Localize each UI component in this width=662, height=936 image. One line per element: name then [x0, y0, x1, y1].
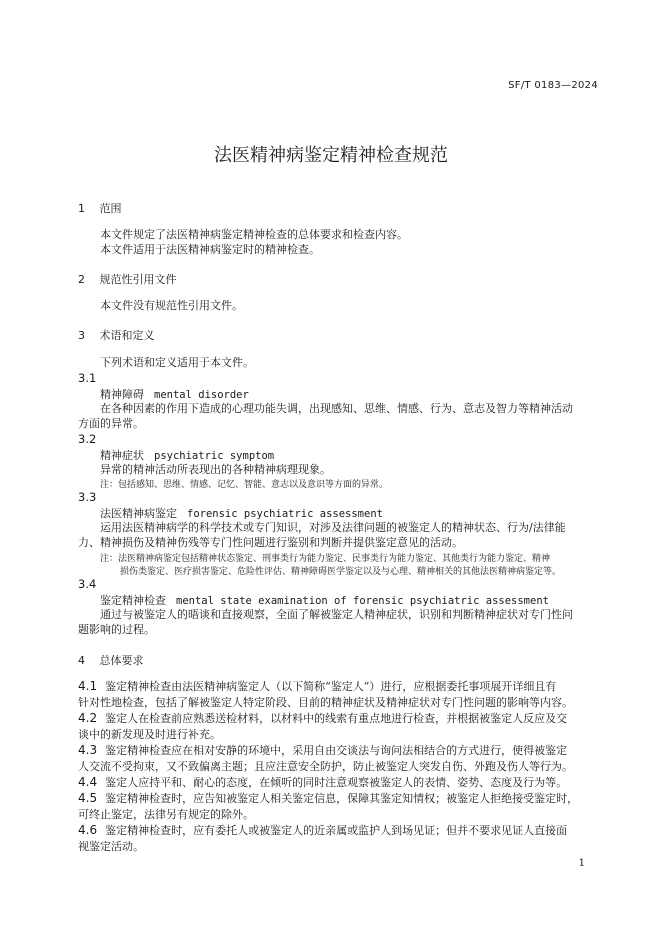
clause-text: 鉴定精神检查应在相对安静的环境中，采用自由交谈法与询问法相结合的方式进行，使得被鉴定 — [105, 744, 568, 757]
term-number: 3.2 — [78, 432, 97, 446]
term-en: psychiatric symptom — [154, 450, 275, 462]
clause — [78, 822, 567, 838]
term-definition: 在各种因素的作用下造成的心理功能失调，出现感知、思维、情感、行为、意志及智力等精神活动 — [100, 402, 573, 415]
term-number: 3.1 — [78, 371, 97, 385]
term-entry — [100, 592, 549, 608]
clause-number: 4.1 — [78, 679, 98, 693]
term-definition: 方面的异常。 — [78, 417, 144, 430]
clause-text: 针对性地检查，包括了解被鉴定人特定阶段、目前的精神症状及精神症状对专门性问题的影响等内容。 — [78, 696, 573, 709]
page-number: 1 — [578, 858, 585, 869]
section-title: 术语和定义 — [99, 329, 155, 342]
term-en: mental state examination of forensic psychiatric assessment — [176, 595, 549, 607]
clause-number: 4.4 — [78, 775, 98, 789]
clause-number: 4.6 — [78, 823, 98, 837]
term-entry — [100, 447, 274, 463]
paragraph: 本文件适用于法医精神病鉴定时的精神检查。 — [100, 243, 320, 256]
clause-number: 4.2 — [78, 711, 98, 725]
term-zh: 鉴定精神检查 — [100, 594, 166, 607]
term-entry — [100, 505, 383, 521]
term-zh: 法医精神病鉴定 — [100, 507, 177, 520]
term-entry — [100, 386, 249, 402]
term-definition: 力、精神损伤及精神伤残等专门性问题进行鉴别和判断并提供鉴定意见的活动。 — [78, 536, 463, 549]
term-note: 注：包括感知、思维、情感、记忆、智能、意志以及意识等方面的异常。 — [100, 480, 389, 490]
paragraph: 本文件没有规范性引用文件。 — [100, 299, 243, 312]
section-title: 范围 — [99, 202, 122, 215]
section-4-heading — [78, 652, 144, 668]
section-3-heading — [78, 327, 155, 343]
clause-text: 可终止鉴定，法律另有规定的除外。 — [78, 808, 254, 821]
clause-text: 鉴定人在检查前应熟悉送检材料，以材料中的线索有重点地进行检查，并根据被鉴定人反应及交 — [105, 712, 568, 725]
clause-text: 谈中的新发现及时进行补充。 — [78, 728, 221, 741]
clause — [78, 774, 567, 790]
clause-text: 鉴定精神检查时，应有委托人或被鉴定人的近亲属或监护人到场见证；但并不要求见证人直接面 — [105, 824, 568, 837]
term-number: 3.4 — [78, 577, 97, 591]
document-title: 法医精神病鉴定精神检查规范 — [214, 145, 448, 166]
section-title: 规范性引用文件 — [99, 273, 177, 286]
paragraph: 下列术语和定义适用于本文件。 — [100, 356, 254, 369]
section-number: 1 — [78, 202, 85, 215]
term-en: forensic psychiatric assessment — [187, 508, 383, 520]
term-definition: 题影响的过程。 — [78, 623, 155, 636]
term-en: mental disorder — [154, 389, 249, 401]
term-zh: 精神症状 — [100, 449, 144, 462]
clause — [78, 790, 578, 806]
paragraph: 本文件规定了法医精神病鉴定精神检查的总体要求和检查内容。 — [100, 228, 408, 241]
clause-text: 视鉴定活动。 — [78, 840, 144, 853]
clause-text: 鉴定精神检查由法医精神病鉴定人（以下简称“鉴定人”）进行，应根据委托事项展开详细且有 — [105, 680, 557, 693]
clause — [78, 742, 567, 758]
standard-number: SF/T 0183—2024 — [508, 80, 598, 91]
clause — [78, 678, 556, 694]
section-number: 3 — [78, 329, 85, 342]
term-definition: 通过与被鉴定人的晤谈和直接观察，全面了解被鉴定人精神症状，识别和判断精神症状对专门性问 — [100, 608, 573, 621]
section-2-heading — [78, 271, 177, 287]
section-title: 总体要求 — [99, 654, 144, 667]
section-number: 4 — [78, 654, 85, 667]
clause-number: 4.5 — [78, 791, 98, 805]
term-zh: 精神障碍 — [100, 388, 144, 401]
clause-number: 4.3 — [78, 743, 98, 757]
term-definition: 运用法医精神病学的科学技术或专门知识，对涉及法律问题的被鉴定人的精神状态、行为/法律能 — [100, 521, 566, 534]
clause-text: 人交流不受拘束，又不致偏离主题；且应注意安全防护，防止被鉴定人突发自伤、外跑及伤人等行为。 — [78, 760, 573, 773]
section-number: 2 — [78, 273, 85, 286]
term-number: 3.3 — [78, 490, 97, 504]
term-note: 注：法医精神病鉴定包括精神状态鉴定、刑事类行为能力鉴定、民事类行为能力鉴定、其他类行为能力鉴定、精神 — [100, 554, 551, 564]
term-note: 损伤类鉴定、医疗损害鉴定、危险性评估、精神障碍医学鉴定以及与心理、精神相关的其他法医精神病鉴定等。 — [120, 567, 562, 577]
clause-text: 鉴定精神检查时，应告知被鉴定人相关鉴定信息，保障其鉴定知情权；被鉴定人拒绝接受鉴定时， — [105, 792, 579, 805]
clause — [78, 710, 567, 726]
term-definition: 异常的精神活动所表现出的各种精神病理现象。 — [100, 463, 331, 476]
clause-text: 鉴定人应持平和、耐心的态度，在倾听的同时注意观察被鉴定人的表情、姿势、态度及行为等。 — [105, 776, 568, 789]
section-1-heading — [78, 200, 122, 216]
